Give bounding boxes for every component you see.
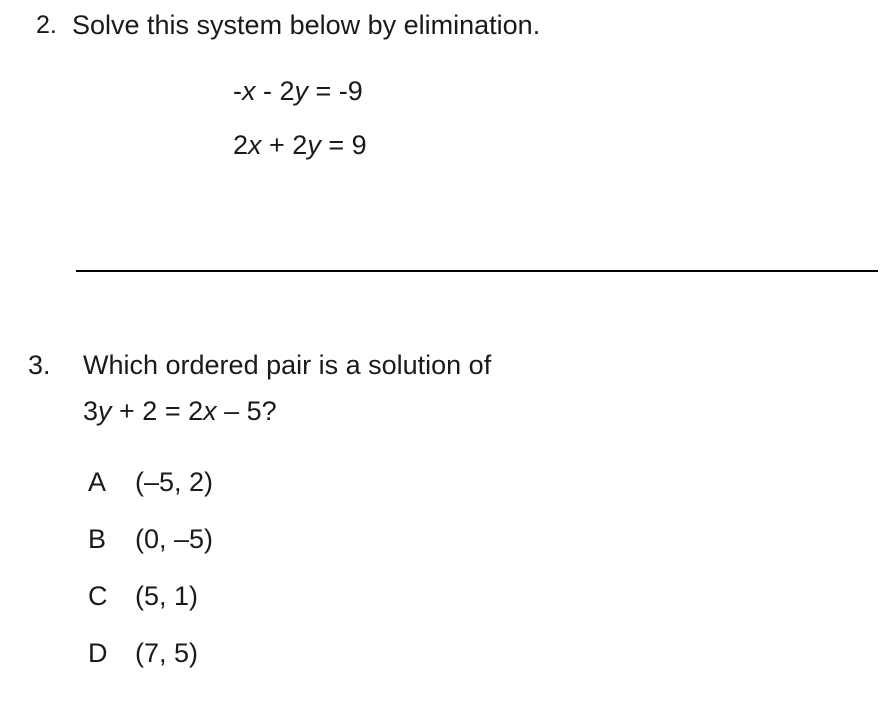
choice-c[interactable] — [88, 568, 889, 625]
choice-a[interactable] — [88, 454, 889, 511]
section-divider — [76, 270, 878, 272]
question-3 — [0, 342, 889, 682]
equation-2-var-x: x — [248, 130, 262, 160]
q3-eq-mid: + 2 = 2 — [111, 396, 204, 426]
equation-2-coef: 2 — [233, 130, 249, 160]
choice-d[interactable] — [88, 625, 889, 682]
question-3-number: 3. — [28, 350, 51, 380]
q3-eq-post: – 5? — [216, 396, 277, 426]
question-3-choices — [0, 454, 889, 682]
equation-2-mid: + 2 — [261, 130, 308, 160]
choice-a-letter: A — [88, 467, 107, 497]
equation-1-var-y: y — [294, 76, 309, 106]
equation-2-var-y: y — [307, 130, 321, 160]
choice-d-value: (7, 5) — [135, 638, 199, 668]
question-3-line-2 — [83, 388, 889, 434]
question-3-header — [0, 342, 889, 434]
choice-a-value: (–5, 2) — [135, 467, 214, 497]
equation-2-rhs: = 9 — [320, 130, 367, 160]
choice-c-letter: C — [88, 581, 108, 611]
q3-eq-var-x: x — [203, 396, 217, 426]
question-3-line-1: Which ordered pair is a solution of — [83, 350, 492, 380]
equation-1-rhs: = -9 — [308, 76, 363, 106]
equation-1-mid: - 2 — [255, 76, 295, 106]
question-2-prompt: Solve this system below by elimination. — [72, 10, 541, 40]
question-3-body — [83, 342, 889, 434]
choice-d-letter: D — [88, 638, 108, 668]
q3-eq-coef: 3 — [83, 396, 99, 426]
equation-1 — [233, 64, 889, 118]
question-2 — [0, 0, 889, 172]
equation-1-coef: - — [233, 76, 242, 106]
choice-b-value: (0, –5) — [135, 524, 214, 554]
choice-c-value: (5, 1) — [135, 581, 199, 611]
question-2-header — [0, 0, 889, 42]
equation-2 — [233, 118, 889, 172]
q3-eq-var-y: y — [98, 396, 112, 426]
choice-b[interactable] — [88, 511, 889, 568]
choice-b-letter: B — [88, 524, 107, 554]
question-2-equations — [0, 64, 889, 172]
question-2-number: 2. — [36, 11, 57, 39]
equation-1-var-x: x — [242, 76, 256, 106]
